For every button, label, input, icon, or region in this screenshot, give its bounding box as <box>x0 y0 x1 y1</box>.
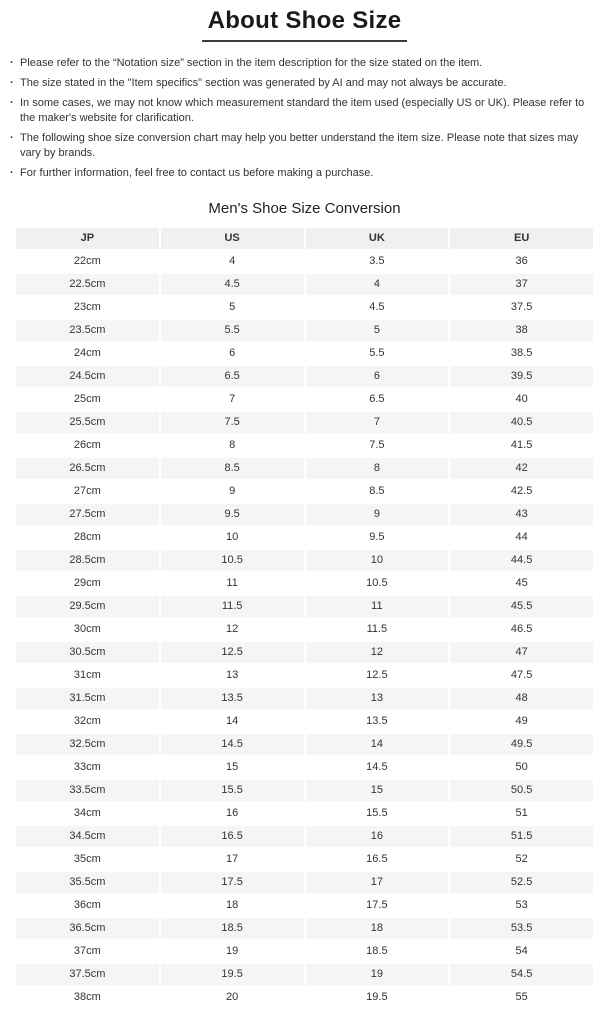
table-row <box>16 527 593 548</box>
table-cell: 27.5cm <box>16 504 159 525</box>
table-cell: 40.5 <box>450 412 593 433</box>
table-row <box>16 297 593 318</box>
table-row <box>16 389 593 410</box>
table-cell: 11 <box>161 573 304 594</box>
table-cell: 4 <box>306 274 449 295</box>
table-cell: 6.5 <box>161 366 304 387</box>
table-cell: 37 <box>450 274 593 295</box>
table-cell: 38cm <box>16 987 159 1008</box>
table-cell: 37cm <box>16 941 159 962</box>
table-cell: 48 <box>450 688 593 709</box>
table-cell: 11.5 <box>161 596 304 617</box>
table-row <box>16 504 593 525</box>
table-row <box>16 734 593 755</box>
table-cell: 19.5 <box>161 964 304 985</box>
table-cell: 53.5 <box>450 918 593 939</box>
bullet-dot: · <box>10 57 14 69</box>
table-row <box>16 573 593 594</box>
table-cell: 11.5 <box>306 619 449 640</box>
table-cell: 40 <box>450 389 593 410</box>
table-row <box>16 987 593 1008</box>
table-row <box>16 941 593 962</box>
table-cell: 46.5 <box>450 619 593 640</box>
table-cell: 38 <box>450 320 593 341</box>
table-cell: 32.5cm <box>16 734 159 755</box>
note-item <box>10 131 599 161</box>
table-row <box>16 481 593 502</box>
table-row <box>16 688 593 709</box>
table-cell: 15 <box>306 780 449 801</box>
note-text: The following shoe size conversion chart may help you better understand the item size. Please note that sizes may vary by brands. <box>20 132 579 159</box>
table-cell: 37.5cm <box>16 964 159 985</box>
table-cell: 32cm <box>16 711 159 732</box>
table-cell: 8 <box>161 435 304 456</box>
table-cell: 25.5cm <box>16 412 159 433</box>
table-cell: 50 <box>450 757 593 778</box>
note-text: For further information, feel free to contact us before making a purchase. <box>20 167 374 179</box>
table-cell: 9 <box>161 481 304 502</box>
table-cell: 12 <box>161 619 304 640</box>
table-cell: 13.5 <box>306 711 449 732</box>
table-cell: 7.5 <box>161 412 304 433</box>
table-cell: 15.5 <box>306 803 449 824</box>
table-row <box>16 412 593 433</box>
table-cell: 25cm <box>16 389 159 410</box>
table-row <box>16 872 593 893</box>
table-cell: 26.5cm <box>16 458 159 479</box>
table-cell: 22cm <box>16 251 159 272</box>
note-text: The size stated in the "Item specifics" section was generated by AI and may not always be accurate. <box>20 77 507 89</box>
table-cell: 42 <box>450 458 593 479</box>
table-row <box>16 366 593 387</box>
table-cell: 6.5 <box>306 389 449 410</box>
table-cell: 17.5 <box>161 872 304 893</box>
table-cell: 14 <box>161 711 304 732</box>
table-cell: 5 <box>161 297 304 318</box>
table-cell: 36.5cm <box>16 918 159 939</box>
table-row <box>16 803 593 824</box>
table-cell: 35.5cm <box>16 872 159 893</box>
table-cell: 31cm <box>16 665 159 686</box>
notes-list <box>10 56 599 181</box>
table-cell: 16 <box>161 803 304 824</box>
table-cell: 54.5 <box>450 964 593 985</box>
table-cell: 14.5 <box>161 734 304 755</box>
table-row <box>16 849 593 870</box>
table-cell: 12.5 <box>161 642 304 663</box>
table-row <box>16 458 593 479</box>
table-cell: 5.5 <box>161 320 304 341</box>
table-title: Men's Shoe Size Conversion <box>208 200 401 217</box>
table-cell: 16.5 <box>161 826 304 847</box>
table-header-row <box>16 228 593 249</box>
table-cell: 34cm <box>16 803 159 824</box>
table-cell: 29cm <box>16 573 159 594</box>
table-row <box>16 964 593 985</box>
table-cell: 27cm <box>16 481 159 502</box>
table-cell: 47.5 <box>450 665 593 686</box>
table-cell: 9.5 <box>306 527 449 548</box>
table-cell: 45.5 <box>450 596 593 617</box>
table-cell: 7 <box>306 412 449 433</box>
table-cell: 12.5 <box>306 665 449 686</box>
page-header <box>0 0 609 42</box>
column-header: EU <box>450 228 593 249</box>
note-item <box>10 76 599 91</box>
table-cell: 38.5 <box>450 343 593 364</box>
table-cell: 34.5cm <box>16 826 159 847</box>
table-cell: 53 <box>450 895 593 916</box>
table-cell: 4.5 <box>306 297 449 318</box>
table-cell: 23cm <box>16 297 159 318</box>
note-item <box>10 166 599 181</box>
table-cell: 15 <box>161 757 304 778</box>
bullet-dot: · <box>10 77 14 89</box>
table-cell: 45 <box>450 573 593 594</box>
note-text: In some cases, we may not know which measurement standard the item used (especially US or UK). Please refer to the maker's website for clarification. <box>20 97 585 124</box>
table-cell: 52.5 <box>450 872 593 893</box>
column-header: JP <box>16 228 159 249</box>
bullet-dot: · <box>10 132 14 144</box>
table-cell: 4.5 <box>161 274 304 295</box>
table-cell: 18 <box>306 918 449 939</box>
table-cell: 16.5 <box>306 849 449 870</box>
table-row <box>16 826 593 847</box>
table-cell: 13 <box>161 665 304 686</box>
table-cell: 7.5 <box>306 435 449 456</box>
table-cell: 51.5 <box>450 826 593 847</box>
table-cell: 33cm <box>16 757 159 778</box>
table-cell: 41.5 <box>450 435 593 456</box>
table-row <box>16 274 593 295</box>
table-cell: 15.5 <box>161 780 304 801</box>
table-cell: 4 <box>161 251 304 272</box>
table-cell: 30.5cm <box>16 642 159 663</box>
column-header: US <box>161 228 304 249</box>
table-cell: 42.5 <box>450 481 593 502</box>
table-cell: 49 <box>450 711 593 732</box>
table-row <box>16 435 593 456</box>
table-cell: 36cm <box>16 895 159 916</box>
table-cell: 47 <box>450 642 593 663</box>
bullet-dot: · <box>10 167 14 179</box>
table-cell: 28cm <box>16 527 159 548</box>
table-cell: 52 <box>450 849 593 870</box>
table-cell: 10.5 <box>161 550 304 571</box>
table-cell: 44.5 <box>450 550 593 571</box>
table-cell: 28.5cm <box>16 550 159 571</box>
table-cell: 19 <box>161 941 304 962</box>
table-cell: 6 <box>161 343 304 364</box>
table-row <box>16 642 593 663</box>
table-cell: 23.5cm <box>16 320 159 341</box>
table-cell: 33.5cm <box>16 780 159 801</box>
table-row <box>16 320 593 341</box>
table-cell: 8 <box>306 458 449 479</box>
bullet-dot: · <box>10 97 14 109</box>
table-cell: 10 <box>161 527 304 548</box>
table-cell: 49.5 <box>450 734 593 755</box>
table-cell: 5.5 <box>306 343 449 364</box>
size-conversion-table <box>14 226 595 1010</box>
table-cell: 22.5cm <box>16 274 159 295</box>
table-cell: 26cm <box>16 435 159 456</box>
table-row <box>16 895 593 916</box>
table-cell: 14 <box>306 734 449 755</box>
table-cell: 35cm <box>16 849 159 870</box>
table-row <box>16 343 593 364</box>
table-cell: 29.5cm <box>16 596 159 617</box>
table-cell: 18 <box>161 895 304 916</box>
table-cell: 30cm <box>16 619 159 640</box>
table-cell: 44 <box>450 527 593 548</box>
table-row <box>16 251 593 272</box>
table-body <box>16 251 593 1008</box>
table-head <box>16 228 593 249</box>
table-cell: 17.5 <box>306 895 449 916</box>
note-item <box>10 56 599 71</box>
table-cell: 14.5 <box>306 757 449 778</box>
table-cell: 55 <box>450 987 593 1008</box>
table-cell: 36 <box>450 251 593 272</box>
table-row <box>16 918 593 939</box>
table-cell: 17 <box>161 849 304 870</box>
table-cell: 9 <box>306 504 449 525</box>
table-cell: 20 <box>161 987 304 1008</box>
table-cell: 6 <box>306 366 449 387</box>
table-row <box>16 780 593 801</box>
note-item <box>10 96 599 126</box>
table-cell: 39.5 <box>450 366 593 387</box>
table-cell: 43 <box>450 504 593 525</box>
table-row <box>16 619 593 640</box>
table-row <box>16 596 593 617</box>
column-header: UK <box>306 228 449 249</box>
table-cell: 19 <box>306 964 449 985</box>
table-cell: 13 <box>306 688 449 709</box>
table-cell: 19.5 <box>306 987 449 1008</box>
table-cell: 24cm <box>16 343 159 364</box>
table-cell: 8.5 <box>161 458 304 479</box>
table-cell: 7 <box>161 389 304 410</box>
table-row <box>16 550 593 571</box>
table-row <box>16 711 593 732</box>
table-cell: 10.5 <box>306 573 449 594</box>
table-cell: 18.5 <box>306 941 449 962</box>
table-cell: 5 <box>306 320 449 341</box>
table-cell: 18.5 <box>161 918 304 939</box>
table-cell: 12 <box>306 642 449 663</box>
table-cell: 17 <box>306 872 449 893</box>
note-text: Please refer to the “Notation size” section in the item description for the size stated on the item. <box>20 57 483 69</box>
table-cell: 24.5cm <box>16 366 159 387</box>
page-title: About Shoe Size <box>202 7 408 42</box>
table-row <box>16 665 593 686</box>
table-cell: 3.5 <box>306 251 449 272</box>
table-cell: 51 <box>450 803 593 824</box>
table-cell: 37.5 <box>450 297 593 318</box>
table-cell: 54 <box>450 941 593 962</box>
table-cell: 31.5cm <box>16 688 159 709</box>
table-cell: 50.5 <box>450 780 593 801</box>
table-cell: 9.5 <box>161 504 304 525</box>
table-cell: 10 <box>306 550 449 571</box>
table-row <box>16 757 593 778</box>
table-cell: 11 <box>306 596 449 617</box>
table-cell: 8.5 <box>306 481 449 502</box>
table-cell: 13.5 <box>161 688 304 709</box>
table-cell: 16 <box>306 826 449 847</box>
